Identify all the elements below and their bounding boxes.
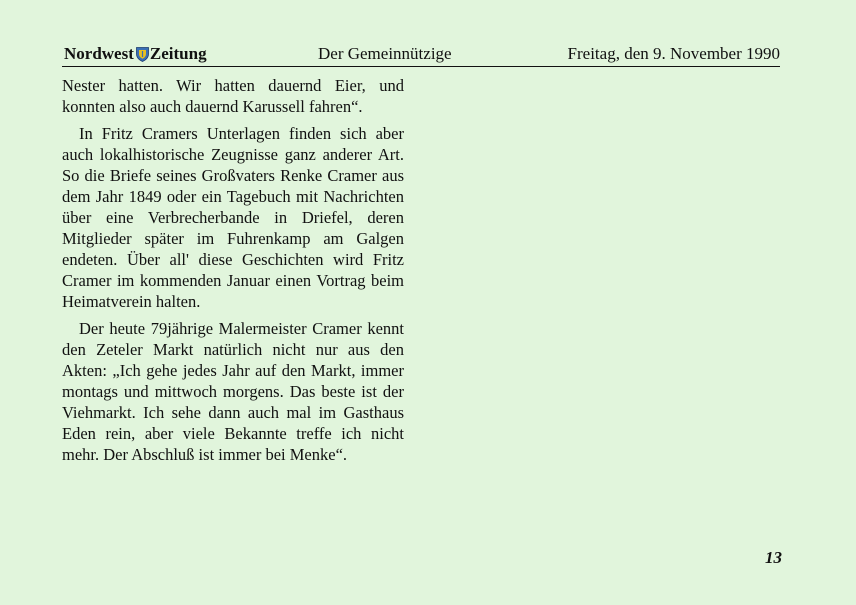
crest-icon [136, 47, 149, 62]
newspaper-logo [64, 44, 207, 64]
page-header [62, 44, 780, 67]
article-column [62, 75, 404, 471]
issue-date: Freitag, den 9. November 1990 [567, 44, 780, 63]
article-paragraph: In Fritz Cramers Unterlagen finden sich aber auch lokalhistorische Zeugnisse ganz anderer Art. So die Briefe seines Großvaters Renke Cramer aus dem Jahr 1849 oder ein Tagebuch mit Nachrichten über eine Verbrecherbande in Driefel, deren Mitglieder später im Fuhrenkamp am Galgen endeten. Über all' diese Geschichten wird Fritz Cramer im kommenden Januar einen Vortrag beim Heimatverein halten. [62, 124, 404, 311]
brand-name-part2: Zeitung [149, 44, 207, 63]
brand-name-part1: Nordwest [64, 44, 134, 63]
section-title: Der Gemeinnützige [318, 44, 452, 63]
page-number: 13 [765, 548, 782, 567]
article-paragraph: Der heute 79jährige Malermeister Cramer kennt den Zeteler Markt natürlich nicht nur aus den Akten: „Ich gehe jedes Jahr auf den Markt, immer montags und mittwoch morgens. Das beste ist der Viehmarkt. Ich sehe dann auch mal im Gasthaus Eden rein, aber viele Bekannte treffe ich nicht mehr. Der Abschluß ist immer bei Menke“. [62, 319, 404, 464]
article-paragraph: Nester hatten. Wir hatten dauernd Eier, und konnten also auch dauernd Karussell fahren“. [62, 76, 404, 116]
